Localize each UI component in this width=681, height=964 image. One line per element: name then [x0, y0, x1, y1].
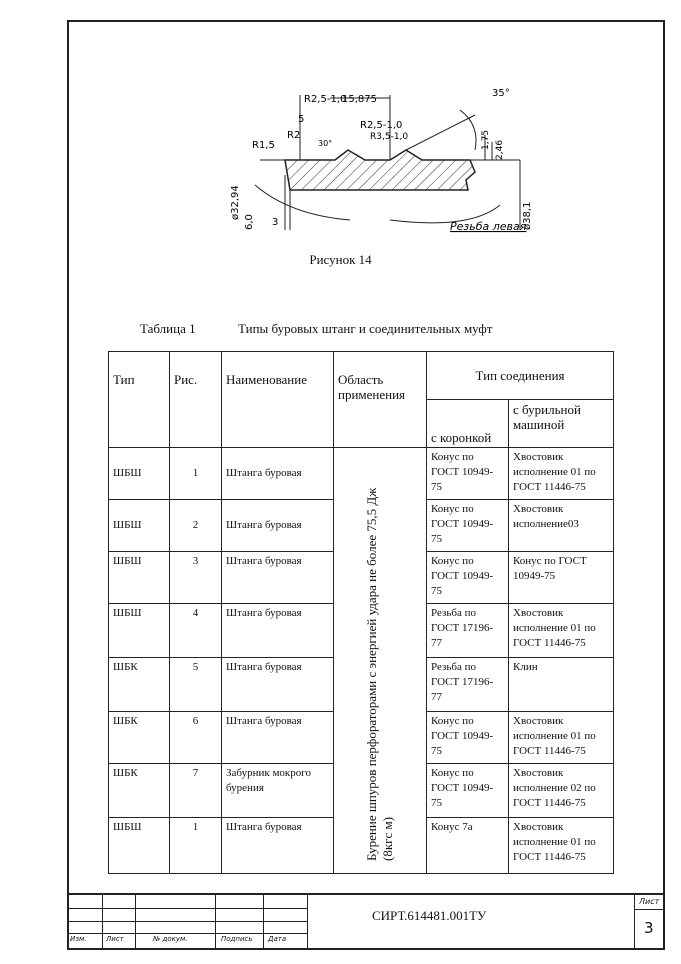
dim-dia2: ø38,1	[522, 201, 533, 230]
cell-type: ШБШ	[109, 552, 170, 604]
area-text: Бурение шпуров перфораторами с энергией удара не более 75,5 Дж (8кгс м)	[364, 487, 395, 861]
cell-bit: Конус 7а	[427, 818, 509, 874]
cell-type: ШБК	[109, 712, 170, 764]
cell-type: ШБШ	[109, 500, 170, 552]
header-area: Область применения	[334, 352, 427, 448]
header-connection: Тип соединения	[427, 352, 614, 400]
sheet-number: 3	[644, 919, 654, 937]
cell-name: Штанга буровая	[222, 552, 334, 604]
cell-name: Штанга буровая	[222, 712, 334, 764]
dim-s1: 3	[272, 217, 279, 228]
cell-name: Штанга буровая	[222, 604, 334, 658]
cell-name: Штанга буровая	[222, 448, 334, 500]
cell-machine: Хвостовик исполнение 02 по ГОСТ 11446-75	[509, 764, 614, 818]
cell-fig: 7	[170, 764, 222, 818]
cell-type: ШБШ	[109, 448, 170, 500]
document-number: СИРТ.614481.001ТУ	[372, 908, 487, 923]
cell-fig: 4	[170, 604, 222, 658]
dim-h2: 2,46	[495, 139, 505, 160]
table-label: Таблица 1	[140, 321, 196, 336]
cell-type: ШБШ	[109, 818, 170, 874]
cell-machine: Хвостовик исполнение 01 по ГОСТ 11446-75	[509, 712, 614, 764]
thread-profile-drawing	[230, 80, 550, 240]
header-bit: с коронкой	[427, 400, 509, 448]
thread-note: Резьба левая	[450, 220, 527, 233]
stamp-label-sheet: Лист	[106, 935, 124, 943]
table-row	[109, 448, 614, 500]
cell-fig: 2	[170, 500, 222, 552]
cell-fig: 5	[170, 658, 222, 712]
cell-name: Штанга буровая	[222, 500, 334, 552]
stamp-label-date: Дата	[268, 935, 287, 943]
cell-type: ШБК	[109, 658, 170, 712]
header-name: Наименование	[222, 352, 334, 448]
cell-name: Штанга буровая	[222, 818, 334, 874]
cell-bit: Конус по ГОСТ 10949-75	[427, 500, 509, 552]
sheet-box	[634, 895, 665, 950]
dim-d1: 5	[298, 114, 305, 125]
cell-bit: Резьба по ГОСТ 17196-77	[427, 604, 509, 658]
cell-machine: Хвостовик исполнение 01 по ГОСТ 11446-75	[509, 604, 614, 658]
header-fig: Рис.	[170, 352, 222, 448]
cell-name: Забурник мокрого бурения	[222, 764, 334, 818]
dim-r1: R2,5-1,0	[304, 94, 347, 105]
cell-bit: Конус по ГОСТ 10949-75	[427, 552, 509, 604]
header-machine: с бурильной машиной	[509, 400, 614, 448]
cell-bit: Конус по ГОСТ 10949-75	[427, 448, 509, 500]
dim-h1: 1,75	[481, 129, 491, 150]
header-type: Тип	[109, 352, 170, 448]
cell-type: ШБК	[109, 764, 170, 818]
cell-type: ШБШ	[109, 604, 170, 658]
cell-fig: 1	[170, 818, 222, 874]
cell-bit: Резьба по ГОСТ 17196-77	[427, 658, 509, 712]
cell-machine: Хвостовик исполнение 01 по ГОСТ 11446-75	[509, 818, 614, 874]
cell-machine: Хвостовик исполнение 01 по ГОСТ 11446-75	[509, 448, 614, 500]
dim-r2: R2,5-1,0	[360, 120, 403, 131]
cell-machine: Клин	[509, 658, 614, 712]
sheet-label: Лист	[639, 897, 660, 906]
stamp-label-change: Изм.	[70, 935, 87, 943]
cell-fig: 6	[170, 712, 222, 764]
dim-angle: 35°	[492, 88, 510, 99]
area-cell	[334, 448, 427, 874]
stamp-label-docnum: № докум.	[153, 935, 188, 943]
dim-r5: R1,5	[252, 140, 275, 151]
dim-r3: R3,5-1,0	[370, 132, 409, 142]
cell-fig: 3	[170, 552, 222, 604]
figure-caption: Рисунок 14	[309, 252, 372, 267]
table-title: Типы буровых штанг и соединительных муфт	[238, 321, 493, 336]
cell-machine: Хвостовик исполнение03	[509, 500, 614, 552]
cell-fig: 1	[170, 448, 222, 500]
title-block	[67, 893, 665, 950]
cell-machine: Конус по ГОСТ 10949-75	[509, 552, 614, 604]
dim-length: 15,875	[342, 94, 377, 105]
rods-table	[108, 351, 614, 874]
cell-name: Штанга буровая	[222, 658, 334, 712]
dim-ang30: 30°	[318, 139, 333, 148]
dim-dia1: ø32,94	[230, 185, 241, 220]
stamp-label-signature: Подпись	[221, 935, 253, 943]
dim-s2: 6,0	[244, 214, 255, 230]
cell-bit: Конус по ГОСТ 10949-75	[427, 764, 509, 818]
dim-r4: R2	[287, 130, 301, 141]
cell-bit: Конус по ГОСТ 10949-75	[427, 712, 509, 764]
